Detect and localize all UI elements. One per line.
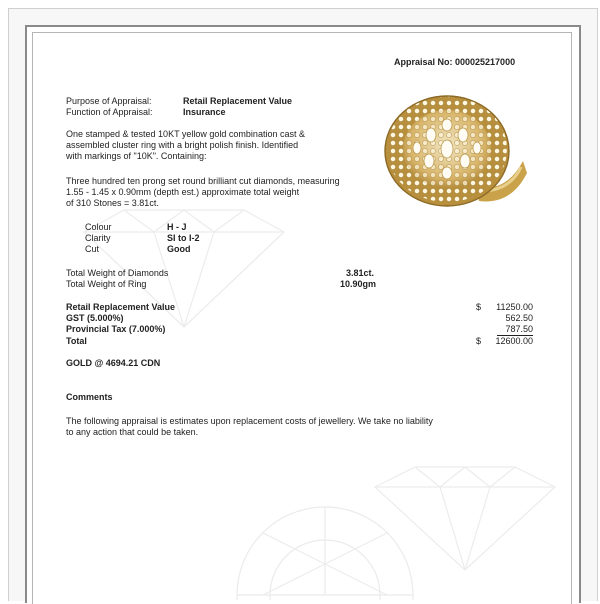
pst-label: Provincial Tax (7.000%) (66, 324, 166, 334)
cut-value: Good (167, 244, 191, 254)
pst-amount: 787.50 (497, 324, 533, 336)
currency-symbol: $ (476, 336, 482, 346)
comments-line: to any action that could be taken. (66, 427, 199, 437)
stones-line: 1.55 - 1.45 x 0.90mm (depth est.) approximate total weight (66, 187, 300, 197)
cut-label: Cut (85, 244, 100, 254)
description-line: with markings of "10K". Containing: (66, 151, 207, 161)
total-amount: 12600.00 (495, 336, 533, 346)
diamond-weight-value: 3.81ct. (346, 268, 375, 278)
gold-price: GOLD @ 4694.21 CDN (66, 358, 161, 368)
purpose-label: Purpose of Appraisal: (66, 96, 152, 106)
function-label: Function of Appraisal: (66, 107, 153, 117)
clarity-label: Clarity (85, 233, 111, 243)
retail-value-label: Retail Replacement Value (66, 302, 176, 312)
comments-heading: Comments (66, 392, 113, 402)
clarity-value: SI to I-2 (167, 233, 200, 243)
comments-line: The following appraisal is estimates upon replacement costs of jewellery. We take no liability (66, 416, 433, 426)
appraisal-number: Appraisal No: 000025217000 (394, 57, 516, 67)
ring-weight-label: Total Weight of Ring (66, 279, 147, 289)
description-line: assembled cluster ring with a bright polish finish. Identified (66, 140, 299, 150)
gst-amount: 562.50 (505, 313, 533, 323)
purpose-value: Retail Replacement Value (183, 96, 293, 106)
diamond-watermark-icon (235, 500, 415, 600)
gst-label: GST (5.000%) (66, 313, 124, 323)
ring-photo (381, 91, 527, 213)
colour-value: H - J (167, 222, 187, 232)
currency-symbol: $ (476, 302, 482, 312)
colour-label: Colour (85, 222, 112, 232)
ring-weight-value: 10.90gm (340, 279, 377, 289)
function-value: Insurance (183, 107, 226, 117)
total-label: Total (66, 336, 87, 346)
description-line: One stamped & tested 10KT yellow gold combination cast & (66, 129, 305, 139)
diamond-weight-label: Total Weight of Diamonds (66, 268, 169, 278)
retail-value-amount: 11250.00 (496, 302, 533, 312)
stones-line: Three hundred ten prong set round brilliant cut diamonds, measuring (66, 176, 340, 186)
stones-line: of 310 Stones = 3.81ct. (66, 198, 159, 208)
